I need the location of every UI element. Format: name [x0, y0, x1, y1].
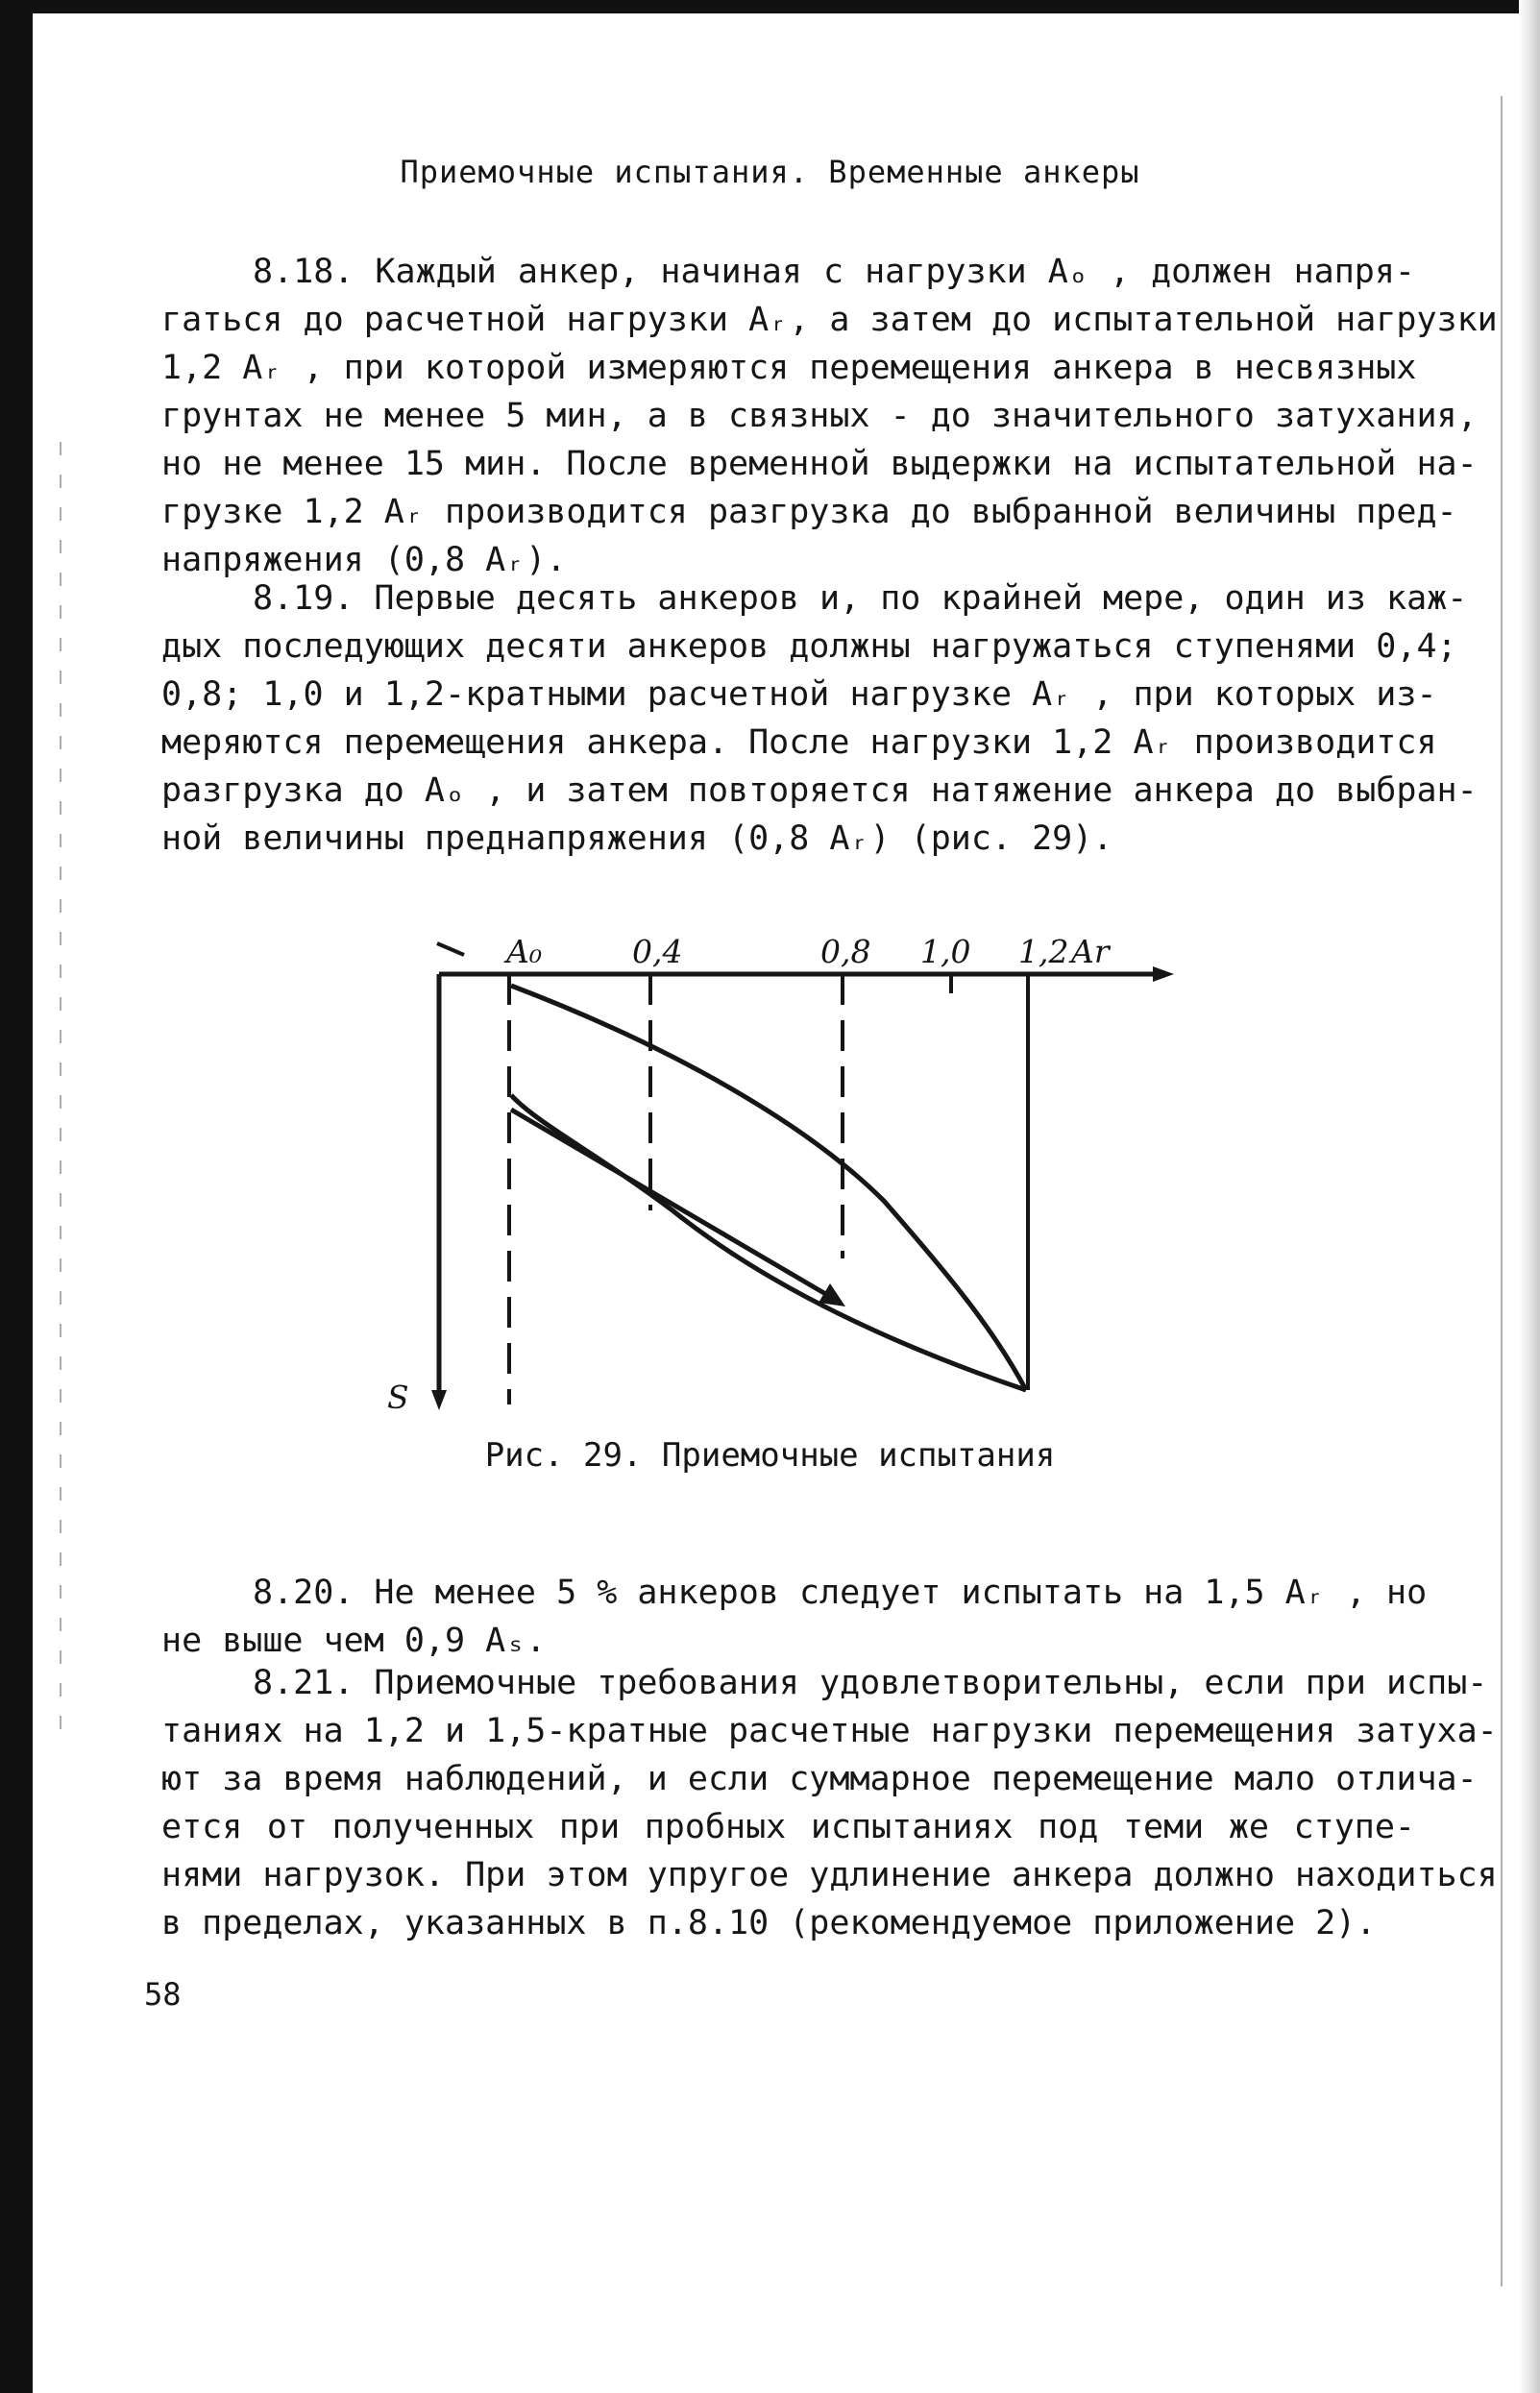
unloading-curve: [511, 1095, 1026, 1390]
text-line: гаться до расчетной нагрузки Aᵣ, а затем до испытательной нагрузки: [161, 301, 1498, 339]
text-line: 8.19. Первые десять анкеров и, по крайней мере, один из каж-: [253, 579, 1468, 618]
text-line: не выше чем 0,9 Aₛ.: [161, 1622, 547, 1660]
text-line: ной величины преднапряжения (0,8 Aᵣ) (рис. 29).: [161, 819, 1113, 858]
label-1-0: 1,0: [920, 933, 971, 970]
text-line: ется от полученных при пробных испытаниях под теми же ступе-: [161, 1808, 1415, 1846]
displacement-axis-arrowhead: [431, 1390, 447, 1410]
text-line: таниях на 1,2 и 1,5-кратные расчетные нагрузки перемещения затуха-: [161, 1712, 1498, 1750]
text-line: 8.21. Приемочные требования удовлетворительны, если при испы-: [253, 1664, 1488, 1702]
label-1-2: 1,2: [1018, 933, 1069, 970]
text-line: 8.20. Не менее 5 % анкеров следует испытать на 1,5 Aᵣ , но: [253, 1574, 1428, 1612]
loading-curve: [511, 986, 1026, 1390]
text-line: напряжения (0,8 Aᵣ).: [161, 541, 567, 579]
label-0-4: 0,4: [632, 933, 683, 970]
label-s: S: [387, 1379, 409, 1416]
page-number: 58: [144, 1976, 182, 2013]
running-title: Приемочные испытания. Временные анкеры: [400, 154, 1140, 190]
figure-caption: Рис. 29. Приемочные испытания: [484, 1436, 1056, 1475]
text-line: дых последующих десяти анкеров должны нагружаться ступенями 0,4;: [161, 627, 1457, 666]
label-a0: A₀: [506, 933, 543, 970]
text-line: ют за время наблюдений, и если суммарное перемещение мало отлича-: [161, 1760, 1478, 1798]
label-0-8: 0,8: [820, 933, 871, 970]
text-line: нями нагрузок. При этом упругое удлинение анкера должно находиться: [161, 1856, 1498, 1894]
reloading-arrow: [511, 1110, 834, 1299]
paragraph-8-21: [161, 1659, 1498, 1947]
load-axis-arrowhead: [1153, 966, 1174, 982]
text-line: 0,8; 1,0 и 1,2-кратными расчетной нагрузке Aᵣ , при которых из-: [161, 675, 1437, 714]
text-line: 8.18. Каждый анкер, начиная с нагрузки Aₒ , должен напря-: [253, 253, 1415, 291]
text-line: разгрузка до Aₒ , и затем повторяется натяжение анкера до выбран-: [161, 771, 1478, 810]
text-line: грунтах не менее 5 мин, а в связных - до значительного затухания,: [161, 397, 1478, 435]
text-line: в пределах, указанных в п.8.10 (рекомендуемое приложение 2).: [161, 1904, 1377, 1942]
text-line: 1,2 Aᵣ , при которой измеряются перемещения анкера в несвязных: [161, 349, 1417, 387]
label-ar: Ar: [1071, 933, 1110, 970]
text-line: грузке 1,2 Aᵣ производится разгрузка до выбранной величины пред-: [161, 493, 1457, 531]
reloading-arrowhead: [819, 1283, 845, 1306]
paragraph-8-20: [161, 1569, 1428, 1665]
text-line: но не менее 15 мин. После временной выдержки на испытательной на-: [161, 445, 1478, 483]
text-line: меряются перемещения анкера. После нагрузки 1,2 Aᵣ производится: [161, 723, 1437, 762]
tick-mark: [437, 943, 464, 955]
